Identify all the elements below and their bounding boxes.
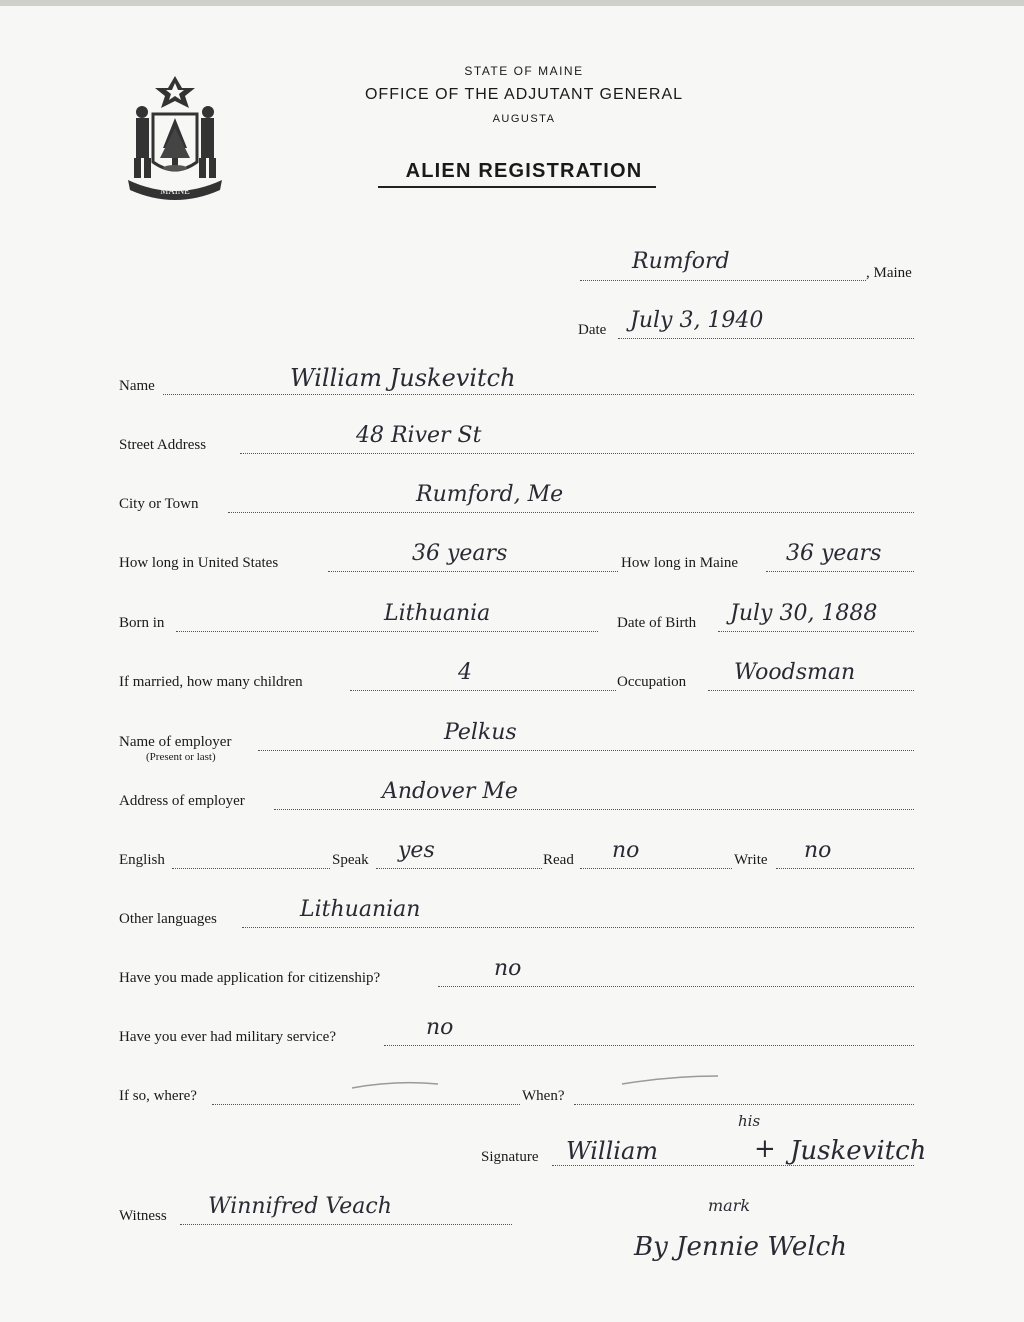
dob-label: Date of Birth [617, 615, 697, 631]
read-label: Read [543, 852, 574, 868]
how-long-maine-value: 36 years [786, 541, 882, 566]
scan-edge [0, 0, 1024, 6]
other-languages-value: Lithuanian [300, 897, 421, 922]
employer-value: Pelkus [444, 720, 517, 745]
witness-label: Witness [119, 1208, 167, 1224]
witness-value: Winnifred Veach [208, 1194, 392, 1219]
born-in-value: Lithuania [384, 601, 491, 626]
street-label: Street Address [119, 437, 207, 453]
when-line [574, 1104, 914, 1105]
employer-address-line [274, 809, 914, 810]
how-long-us-label: How long in United States [119, 555, 279, 571]
english-label: English [119, 852, 165, 868]
name-line [163, 394, 914, 395]
town-value: Rumford [632, 249, 730, 274]
citizenship-value: no [494, 956, 522, 981]
street-value: 48 River St [356, 423, 482, 448]
form-title: ALIEN REGISTRATION [405, 160, 643, 182]
how-long-maine-label: How long in Maine [621, 555, 739, 571]
signature-last-value: Juskevitch [790, 1136, 927, 1166]
other-languages-label: Other languages [119, 911, 217, 927]
city-value: Rumford, Me [416, 482, 564, 507]
citizenship-label: Have you made application for citizenship? [119, 970, 381, 986]
header-city: AUGUSTA [492, 113, 556, 125]
occupation-label: Occupation [617, 674, 687, 690]
town-line [580, 280, 866, 281]
title-underline [378, 186, 656, 188]
write-label: Write [734, 852, 768, 868]
signature-his-value: his [738, 1112, 761, 1130]
city-label: City or Town [119, 496, 199, 512]
city-line [228, 512, 914, 513]
occupation-value: Woodsman [734, 660, 856, 685]
how-long-us-line [328, 571, 618, 572]
date-line [618, 338, 914, 339]
born-in-line [176, 631, 598, 632]
where-dash-mark [350, 1078, 440, 1092]
date-label: Date [578, 322, 607, 338]
born-in-label: Born in [119, 615, 165, 631]
other-languages-line [242, 927, 914, 928]
military-value: no [426, 1015, 454, 1040]
signature-label: Signature [481, 1149, 539, 1165]
signature-by-value: By Jennie Welch [634, 1232, 847, 1262]
children-value: 4 [458, 660, 472, 685]
occupation-line [708, 690, 914, 691]
speak-value: yes [398, 838, 435, 863]
where-line [212, 1104, 520, 1105]
speak-label: Speak [332, 852, 369, 868]
military-label: Have you ever had military service? [119, 1029, 336, 1045]
employer-label: Name of employer [119, 734, 232, 750]
dob-value: July 30, 1888 [730, 601, 878, 626]
citizenship-line [438, 986, 914, 987]
employer-address-value: Andover Me [382, 779, 518, 804]
dob-line [718, 631, 914, 632]
when-dash-mark [620, 1072, 720, 1088]
seal-banner-text: MAINE [160, 186, 190, 196]
write-line [776, 868, 914, 869]
read-value: no [612, 838, 640, 863]
maine-label: , Maine [866, 265, 912, 281]
signature-mark-value: mark [708, 1196, 751, 1215]
how-long-maine-line [766, 571, 914, 572]
read-line [580, 868, 732, 869]
header-state: STATE OF MAINE [464, 64, 584, 78]
signature-mark-cross: + [754, 1134, 776, 1164]
where-label: If so, where? [119, 1088, 197, 1104]
employer-address-label: Address of employer [119, 793, 245, 809]
date-value: July 3, 1940 [630, 308, 764, 333]
name-value: William Juskevitch [290, 364, 516, 392]
street-line [240, 453, 914, 454]
speak-line [376, 868, 542, 869]
children-line [350, 690, 616, 691]
english-line [172, 868, 330, 869]
employer-line [258, 750, 914, 751]
when-label: When? [522, 1088, 565, 1104]
header-office: OFFICE OF THE ADJUTANT GENERAL [364, 86, 684, 103]
write-value: no [804, 838, 832, 863]
signature-first-value: William [566, 1137, 659, 1165]
children-label: If married, how many children [119, 674, 303, 690]
name-label: Name [119, 378, 155, 394]
employer-note: (Present or last) [146, 751, 216, 763]
how-long-us-value: 36 years [412, 541, 508, 566]
witness-line [180, 1224, 512, 1225]
military-line [384, 1045, 914, 1046]
